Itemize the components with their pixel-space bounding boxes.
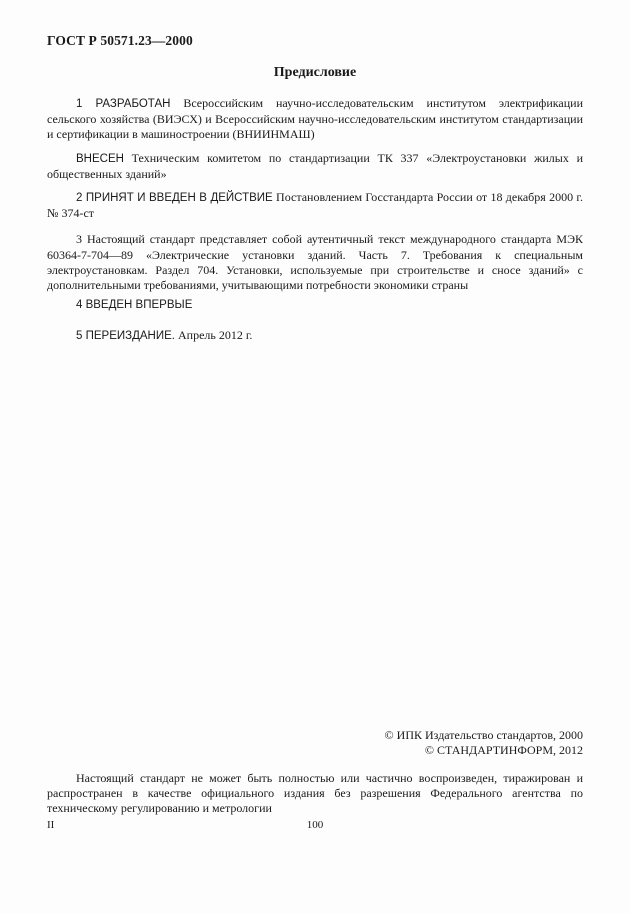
paragraph-authentic-text xyxy=(47,232,583,293)
page-roman-numeral: II xyxy=(47,819,55,831)
paragraph-developed-by xyxy=(47,96,583,142)
paragraph-first-introduced xyxy=(47,297,583,313)
paragraph-lead: 2 ПРИНЯТ И ВВЕДЕН В ДЕЙСТВИЕ xyxy=(76,192,273,204)
paragraph-lead: ВНЕСЕН xyxy=(76,153,124,165)
page-number: 100 xyxy=(306,819,324,831)
paragraph-lead: 1 РАЗРАБОТАН xyxy=(76,98,171,110)
copyright-line-1: © ИПК Издательство стандартов, 2000 xyxy=(384,728,583,742)
paragraph-text: 3 Настоящий стандарт представляет собой аутентичный текст международного стандарта МЭК 60364-7-704—89 «Электрические установки зданий. Часть 7. Требования к специальным электроустановкам. Раздел 704. Установки, используемые при строительстве и сносе зданий» с дополнительными требованиями, учитывающими потребности экономики страны xyxy=(47,232,583,292)
paragraph-text: Всероссийским научно-исследовательским институтом электрификации сельского хозяйства (ВИЭСХ) и Всероссийским научно-исследовательским институтом стандартизации и сертификации в машиностроении (ВНИИНМАШ) xyxy=(47,96,583,141)
notice-text: Настоящий стандарт не может быть полностью или частично воспроизведен, тиражирован и распространен в качестве официального издания без разрешения Федерального агентства по техническому регулированию и метрологии xyxy=(47,771,583,815)
page-title: Предисловие xyxy=(273,65,357,80)
paragraph-text: Апрель 2012 г. xyxy=(174,328,253,342)
paragraph-reissue xyxy=(47,328,583,344)
reproduction-notice xyxy=(47,771,583,816)
paragraph-text: Техническим комитетом по стандартизации ТК 337 «Электроустановки жилых и общественных зданий» xyxy=(47,151,583,181)
paragraph-adopted xyxy=(47,190,583,221)
copyright-line-2: © СТАНДАРТИНФОРМ, 2012 xyxy=(424,743,583,757)
paragraph-text: Постановлением Госстандарта России от 18 декабря 2000 г. № 374-ст xyxy=(47,190,583,220)
standard-code-header: ГОСТ Р 50571.23—2000 xyxy=(47,33,193,48)
paragraph-lead: 4 ВВЕДЕН ВПЕРВЫЕ xyxy=(76,299,193,311)
paragraph-introduced-by xyxy=(47,151,583,182)
paragraph-lead: 5 ПЕРЕИЗДАНИЕ. xyxy=(76,330,175,342)
